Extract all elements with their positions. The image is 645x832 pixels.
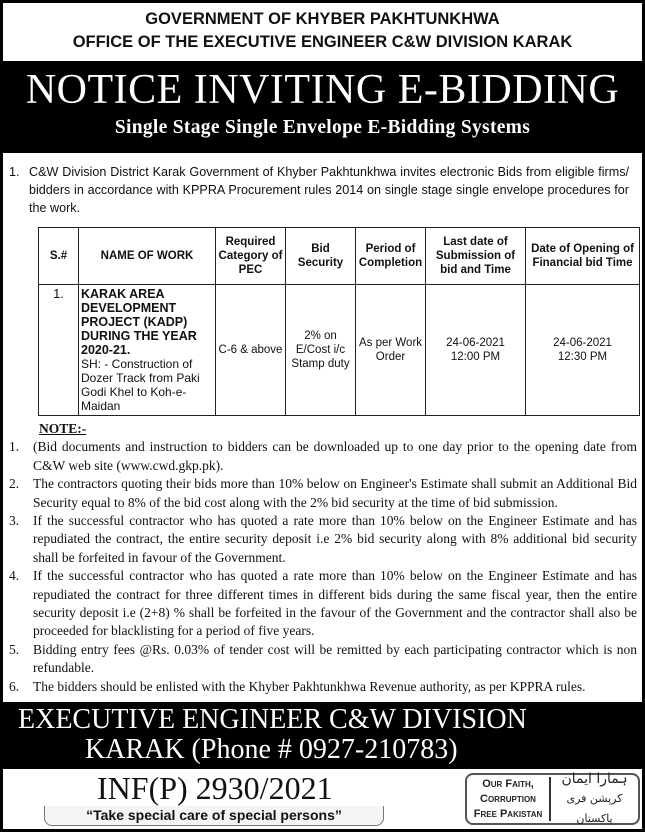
note-item (9, 678, 637, 696)
signatory-title: EXECUTIVE ENGINEER C&W DIVISION (18, 704, 527, 736)
note-number: 4. (9, 568, 20, 584)
col-header: Date of Opening of Financial bid Time (526, 228, 640, 285)
cell-sn: 1. (39, 285, 79, 416)
notes-section (9, 420, 637, 696)
header (3, 3, 642, 61)
note-item (9, 641, 637, 678)
note-text: (Bid documents and instruction to bidders can be downloaded up to one day prior to the opening date from C&W web site (www.cwd.gkp.pk). (33, 439, 637, 473)
note-item (9, 567, 637, 641)
note-item (9, 438, 637, 475)
corruption-free-pakistan-logo (465, 773, 640, 825)
note-item (9, 475, 637, 512)
logo-line: Our Faith, (482, 777, 534, 790)
note-number: 5. (9, 641, 20, 657)
col-header: Period of Completion (356, 228, 426, 285)
works-table (38, 227, 640, 416)
table-row (39, 285, 640, 416)
cell-last-date (426, 285, 526, 416)
last-date: 24-06-2021 (446, 337, 505, 349)
inf-number: INF(P) 2930/2021 (97, 770, 333, 807)
logo-urdu-line: ہمارا ایمان (561, 771, 628, 788)
note-text: If the successful contractor who has quoted a rate more than 10% below on the Engineer Estimate and has repudiated the contract for three different times in different bids during the same fiscal year, then the entire security deposit i.e (2+8) % shall be forfeited in the favour of the Government and the contractor shall also be proceeded for blacklisting for a period of five years. (33, 568, 637, 639)
note-number: 6. (9, 678, 20, 694)
opening-time: 12:30 PM (557, 351, 608, 363)
note-item (9, 512, 637, 567)
col-header: NAME OF WORK (79, 228, 216, 285)
footer (3, 702, 642, 769)
notes-list (9, 438, 637, 696)
intro-text: C&W Division District Karak Government of Khyber Pakhtunkhwa invites electronic Bids from eligible firms/ bidders in accordance with KPPRA Procurement rules 2014 on single stage single envelope procedures for the work. (29, 165, 629, 215)
slogan: “Take special care of special persons” (44, 806, 384, 826)
cell-period: As per Work Order (356, 285, 426, 416)
logo-english (467, 777, 549, 822)
note-text: The contractors quoting their bids more than 10% below on Engineer's Estimate shall submit an Additional Bid Security equal to 8% of the bid cost along with the 2% bid security at the time of bid submission. (33, 476, 637, 510)
signatory-contact: KARAK (Phone # 0927-210783) (85, 734, 458, 766)
title-band (3, 61, 642, 153)
cell-category: C-6 & above (216, 285, 286, 416)
cell-opening-date (526, 285, 640, 416)
logo-urdu (551, 769, 638, 829)
cell-bid-security: 2% on E/Cost i/c Stamp duty (286, 285, 356, 416)
last-time: 12:00 PM (450, 351, 501, 363)
notice-subtitle: Single Stage Single Envelope E-Bidding Systems (114, 117, 531, 138)
notes-heading: NOTE:- (39, 421, 87, 436)
logo-line: Free Pakistan (473, 807, 543, 820)
notice-title: NOTICE INVITING E-BIDDING (25, 67, 620, 113)
note-text: The bidders should be enlisted with the Khyber Pakhtunkhwa Revenue authority, as per KPPRA rules. (33, 678, 586, 694)
footer-strip (3, 769, 642, 829)
logo-urdu-line: کرپشن فری پاکستان (566, 792, 623, 826)
opening-date: 24-06-2021 (553, 337, 612, 349)
note-number: 2. (9, 476, 20, 492)
header-line-2: OFFICE OF THE EXECUTIVE ENGINEER C&W DIVISION KARAK (72, 33, 573, 51)
work-title: KARAK AREA DEVELOPMENT PROJECT (KADP) DURING THE YEAR 2020-21. (81, 287, 197, 357)
col-header: Last date of Submission of bid and Time (426, 228, 526, 285)
logo-line: Corruption (480, 792, 536, 805)
table-header-row (39, 228, 640, 285)
cell-name (79, 285, 216, 416)
notice-body (3, 153, 642, 702)
intro-paragraph (9, 163, 629, 217)
intro-number: 1. (9, 165, 20, 179)
col-header: Bid Security (286, 228, 356, 285)
work-detail: SH: - Construction of Dozer Track from Paki Godi Khel to Koh-e-Maidan (81, 357, 200, 413)
note-text: If the successful contractor who has quoted a rate more than 10% below on the Engineer Estimate and has repudiated the contract, the entire security deposit i.e 2% bid security along with 8% additional bid security shall be forfeited in favour of the Government. (33, 513, 637, 565)
col-header: S.# (39, 228, 79, 285)
note-text: Bidding entry fees @Rs. 0.03% of tender cost will be remitted by each participating contractor which is non refundable. (33, 641, 637, 676)
note-number: 1. (9, 439, 20, 455)
col-header: Required Category of PEC (216, 228, 286, 285)
note-number: 3. (9, 513, 20, 529)
header-line-1: GOVERNMENT OF KHYBER PAKHTUNKHWA (145, 10, 500, 28)
